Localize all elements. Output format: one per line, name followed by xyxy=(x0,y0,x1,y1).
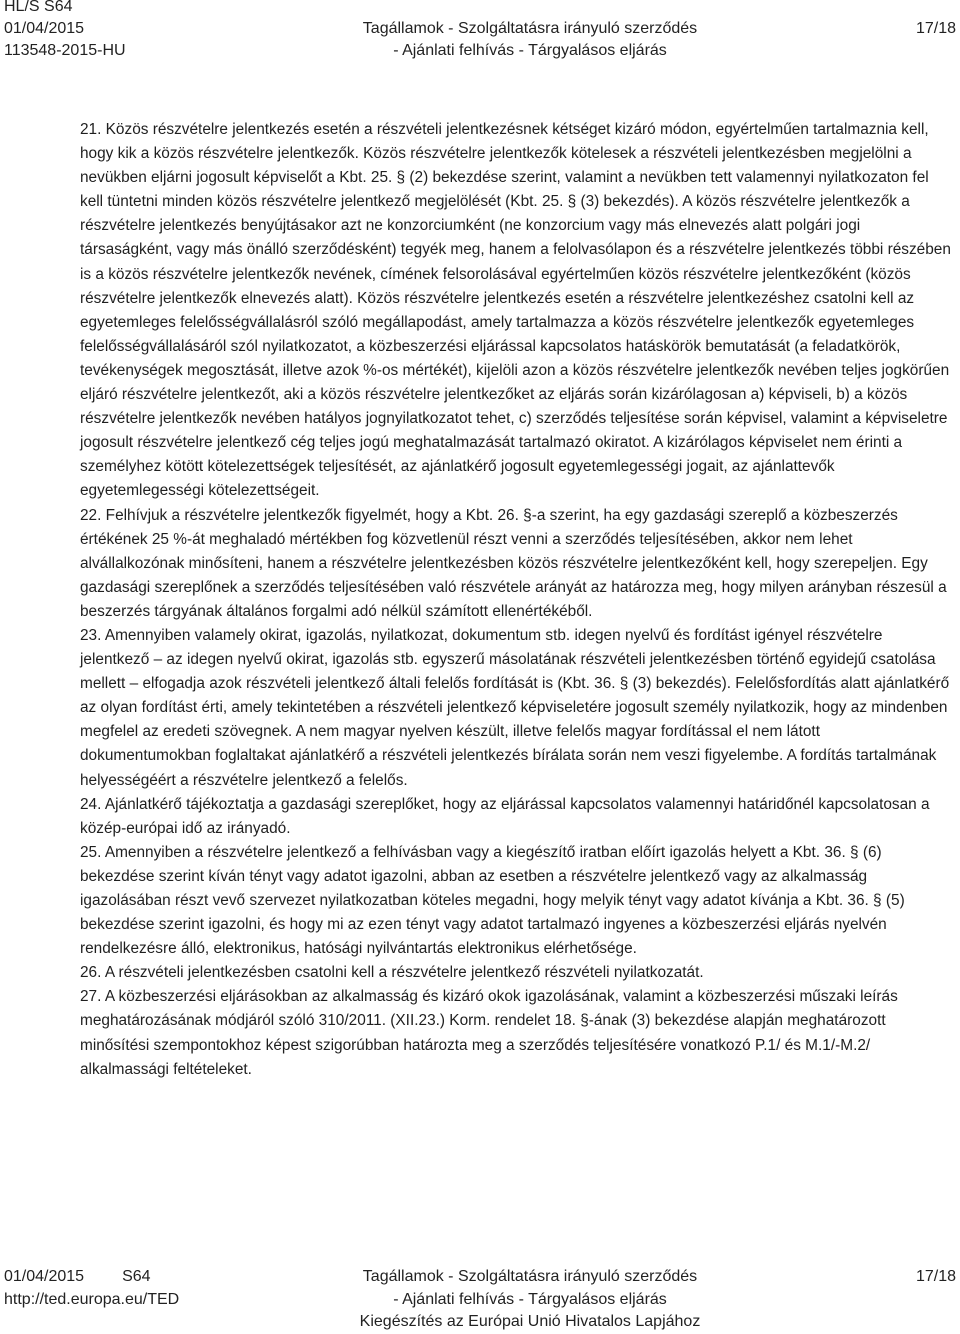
footer-url[interactable]: http://ted.europa.eu/TED xyxy=(4,1290,180,1308)
paragraph-23: 23. Amennyiben valamely okirat, igazolás, nyilatkozat, dokumentum stb. idegen nyelvű és fordítást igényel részvételre jelentkező – az idegen nyelvű okirat, igazolás stb. egyszerű másolatának részvételi jelentkezésben történő egyidejű csatolása mellett – elfogadja azok részvételi jelentkező általi felelős fordítását is (Kbt. 36. § (3) bekezdés). Felelősfordítás alatt ajánlatkérő az olyan fordítást érti, amely tekintetében a részvételi jelentkező képviseletére jogosult személy nyilatkozik, hogy az mindenben megfelel az eredeti szövegnek. A nem magyar nyelven készült, illetve felelős magyar fordítással el nem látott dokumentumokban foglaltakat ajánlatkérő a részvételi jelentkezés bírálata során nem veszi figyelembe. A fordítás tartalmának helyességéért a részvételre jelentkező a felelős. xyxy=(80,626,950,789)
header-date: 01/04/2015 xyxy=(4,20,85,37)
footer-series: S64 xyxy=(122,1268,151,1285)
footer-title xyxy=(330,1266,730,1334)
footer-left xyxy=(4,1266,179,1311)
paragraph-21: 21. Közös részvételre jelentkezés esetén a részvételi jelentkezésnek kétséget kizáró módon, egyértelműen tartalmaznia kell, hogy kik a közös részvételre jelentkezők. Közös részvételre jelentkezők kötelesek a részvételi jelentkezésben megjelölni a nevükben eljárni jogosult képviselőt a Kbt. 25. § (2) bekezdése szerint, valamint a nevükben tett valamennyi nyilatkozaton fel kell tüntetni minden közös részvételre jelentkező megjelölését (Kbt. 25. § (3) bekezdés). A közös részvételre jelentkezők a részvételre jelentkezés benyújtásakor azt ne konzorciumként (ne konzorcium vagy más elnevezés alatt polgári jogi társaságként, vagy más önálló szerződésként) tegyék meg, hanem a felolvasólapon és a részvételre jelentkezés többi részében is a közös részvételre jelentkezők nevének, címének felsorolásával egyértelműen közös részvételre jelentkezőként (közös részvételre jelentkezők elnevezés alatt). Közös részvételre jelentkezés esetén a részvételre jelentkezéshez csatolni kell az egyetemleges felelősségvállalásról szóló megállapodást, amely tartalmazza a közös részvételre jelentkezők egyetemleges felelősségvállalásáról szól nyilatkozatot, a közbeszerzési eljárással kapcsolatos hatáskörök bemutatását (a feladatkörök, tevékenységek megosztását, illetve azok %-os mértékét), kijelöli azon a közös részvételre jelentkezők nevében teljes jogkörűen eljáró részvételre jelentkezőt, aki a közös részvételre jelentkezőket az eljárás során kizárólagosan a) képviseli, b) a közös részvételre jelentkezők nevében hatályos jognyilatkozatot tehet, c) szerződés teljesítése során képvisel, valamint a képviseletre jogosult részvételre jelentkező cég teljes jogú meghatalmazását tartalmazó okiratot. A kizárólagos képviselet nem érinti a személyhez kötött kötelezettségek teljesítését, az ajánlatkérő jogosult egyetemlegességi jogait, az ajánlattevők egyetemlegességi kötelezettségeit. xyxy=(80,121,951,500)
header-title-line1: Tagállamok - Szolgáltatásra irányuló szerződés xyxy=(362,20,698,37)
footer-title-line3: Kiegészítés az Európai Unió Hivatalos Lapjához xyxy=(359,1313,701,1330)
paragraph-25: 25. Amennyiben a részvételre jelentkező a felhívásban vagy a kiegészítő iratban előírt igazolás helyett a Kbt. 36. § (6) bekezdése szerint kíván tényt vagy adatot igazolni, abban az esetben a részvételre jelentkező vagy az alkalmasság igazolásában részt vevő szervezet nyilatkozatban köteles megadni, hogy melyik tényt vagy adatot kívánja a Kbt. 36. § (5) bekezdése szerint igazolni, és hogy mi az ezen tényt vagy adatot tartalmazó ingyenes a közbeszerzési eljárás nyelvén rendelkezésre álló, elektronikus, hatósági nyilvántartás elektronikus elérhetősége. xyxy=(80,843,905,958)
notice-id: 113548-2015-HU xyxy=(4,42,126,59)
paragraph-27: 27. A közbeszerzési eljárásokban az alkalmasság és kizáró okok igazolásának, valamint a közbeszerzési műszaki leírás meghatározásának módjáról szóló 310/2011. (XII.23.) Korm. rendelet 18. §-ának (3) bekezdése alapján meghatározott minősítési szempontokhoz képest szigorúbban határozta meg a szerződés teljesítésére vonatkozó P.1/ és M.1/-M.2/ alkalmassági feltételeket. xyxy=(80,988,898,1078)
header-title xyxy=(344,18,716,62)
document-body xyxy=(80,118,952,1082)
footer-title-line2: - Ajánlati felhívás - Tárgyalásos eljárás xyxy=(393,1290,667,1308)
paragraph-22: 22. Felhívjuk a részvételre jelentkezők figyelmét, hogy a Kbt. 26. §-a szerint, ha egy gazdasági szereplő a közbeszerzés értékének 25 %-át meghaladó mértékben fog közvetlenül részt venni a szerződés teljesítésében, akkor nem lehet alvállalkozónak minősíteni, hanem a részvételre jelentkezésben közös részvételre jelentkezőként kell, hogy szerepeljen. Egy gazdasági szereplőnek a szerződés teljesítésében való részvétele arányát az határozza meg, hogy milyen arányban részesül a beszerzés tárgyának általános forgalmi adó nélkül számított ellenértékéből. xyxy=(80,506,947,620)
footer-date: 01/04/2015 xyxy=(4,1268,85,1285)
header-left xyxy=(4,0,126,62)
paragraph-26: 26. A részvételi jelentkezésben csatolni kell a részvételre jelentkező részvételi nyilatkozatát. xyxy=(80,964,704,982)
footer-page-number: 17/18 xyxy=(915,1268,956,1285)
paragraph-24: 24. Ajánlatkérő tájékoztatja a gazdasági szereplőket, hogy az eljárással kapcsolatos valamennyi határidőnél kapcsolatosan a közép-európai idő az irányadó. xyxy=(80,795,930,837)
footer-title-line1: Tagállamok - Szolgáltatásra irányuló szerződés xyxy=(362,1268,698,1285)
header-title-line2: - Ajánlati felhívás - Tárgyalásos eljárás xyxy=(393,42,667,59)
header-page-number: 17/18 xyxy=(915,20,956,37)
edition-label: HL/S S64 xyxy=(4,0,73,15)
